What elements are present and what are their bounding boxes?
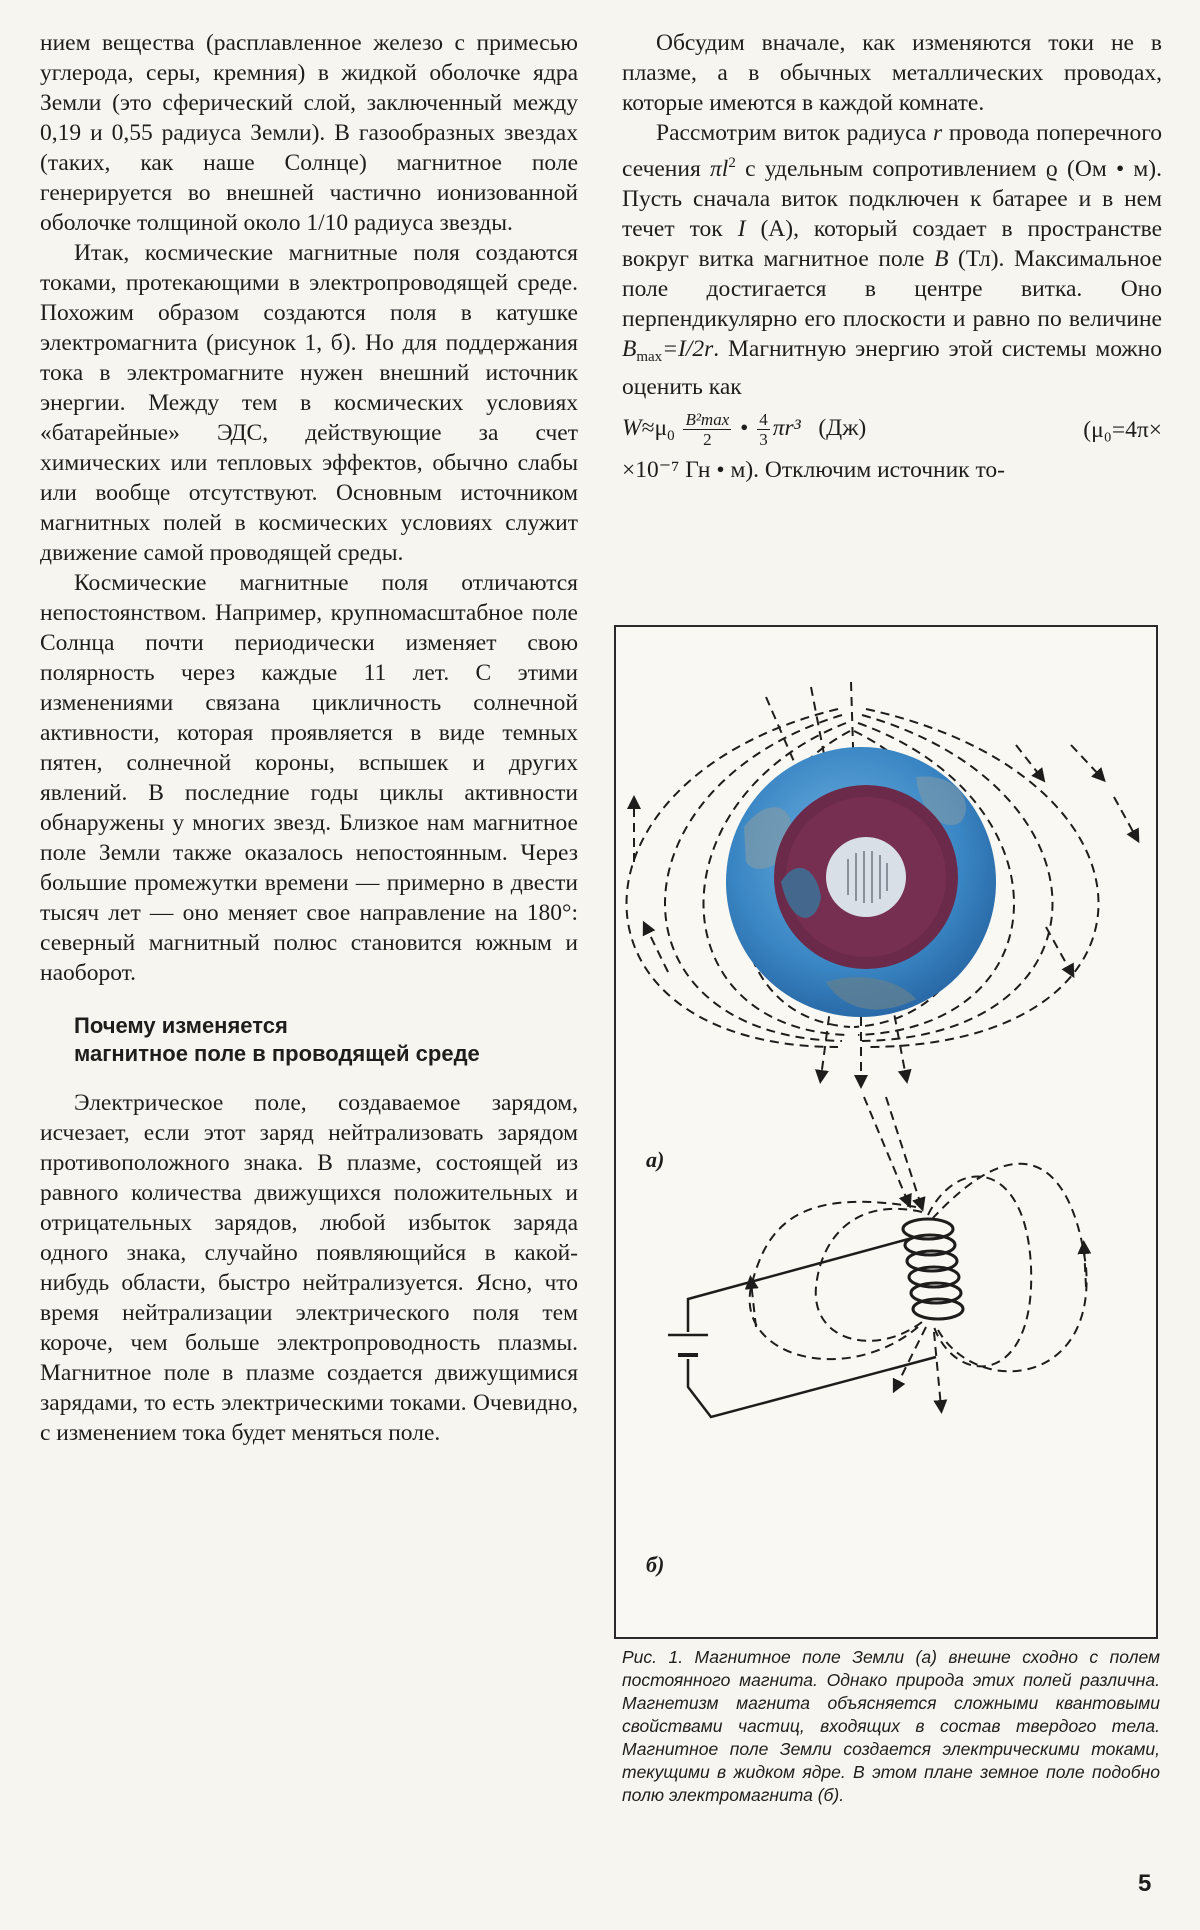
text-run: с удельным сопротивлением ϱ (Ом • м). Пусть сначала виток подключен к батарее и в нем течет ток — [622, 156, 1162, 242]
figure-label-a: а) — [646, 1147, 665, 1172]
mu0-definition: (μ₀=4π× — [1083, 417, 1162, 444]
fraction-denominator: 3 — [759, 430, 768, 449]
figure-illustration — [616, 627, 1156, 1637]
text-run: Рассмотрим виток радиуса — [656, 120, 934, 146]
figure-box — [614, 625, 1158, 1639]
symbol-pi-l: πl — [710, 156, 729, 182]
left-paragraph-2: Итак, космические магнитные поля создаются токами, протекающими в электропроводящей среде. Похожим образом создаются поля в катушке электромагнита (рисунок 1, б). Но для поддержания тока в электромагните нужен внешний источник энергии. Между тем в космических условиях «батарейные» ЭДС, действующие за счет химических или тепловых эффектов, обычно слабы или вообще отсутствуют. Основным источником магнитных полей в космических условиях служит движение самой проводящей среды. — [40, 240, 578, 566]
earth-globe — [726, 747, 996, 1017]
text-run: провода поперечного сечения — [622, 120, 1162, 182]
section-heading-line-2: магнитное поле в проводящей среде — [74, 1041, 480, 1066]
equation-bmax: =I/2r — [662, 336, 714, 362]
text-run: . Магнитную энергию этой системы можно оценить как — [622, 336, 1162, 400]
mu-subscript: 0 — [667, 427, 675, 444]
figure-label-b: б) — [646, 1552, 665, 1577]
figure-caption: Рис. 1. Магнитное поле Земли (а) внешне сходно с полем постоянного магнита. Однако природа этих полей различна. Магнетизм магнита объясняется сложными квантовыми свойствами частиц, входящих в состав твердого тела. Магнитное поле Земли создается электрическими токами, текущими в жидком ядре. В этом плане земное поле подобно полю электромагнита (б). — [622, 1647, 1160, 1805]
symbol-field: B — [934, 246, 949, 272]
symbol-bmax: B — [622, 336, 637, 362]
fraction-four-thirds — [757, 410, 770, 449]
left-paragraph-4: Электрическое поле, создаваемое зарядом, исчезает, если этот заряд нейтрализовать зарядом противоположного знака. В плазме, состоящей из равного количества движущихся положительных и отрицательных зарядов, любой избыток заряда одного знака, случайно появляющийся в какой-нибудь области, быстро нейтрализуется. Ясно, что время нейтрализации электрического поля тем короче, чем больше электропроводность плазмы. Магнитное поле в плазме создается движущимися зарядами, то есть электрическими токами. Очевидно, с изменением тока будет меняться поле. — [40, 1090, 578, 1446]
subscript-max: max — [636, 349, 663, 365]
earth-core — [826, 837, 906, 917]
fraction-numerator: B²max — [685, 410, 730, 429]
exponent: 2 — [728, 155, 736, 171]
left-paragraph-3: Космические магнитные поля отличаются непостоянством. Например, крупномасштабное поле Солнца почти периодически изменяет свою полярность через каждые 11 лет. С этими изменениями связана цикличность солнечной активности, которая проявляется в виде темных пятен, солнечной короны, вспышек и других явлений. В последние годы циклы активности обнаружены у многих звезд. Близкое нам магнитное поле Земли также оказалось непостоянным. Через большие промежутки времени — примерно в двести тысяч лет — оно меняет свое направление на 180°: северный магнитный полюс становится южным и наоборот. — [40, 570, 578, 986]
text-run: (А), который создает в пространстве вокруг витка магнитное поле — [622, 216, 1163, 272]
electromagnet-coil — [903, 1219, 963, 1319]
text-run: (Тл). Максимальное поле достигается в центре витка. Оно перпендикулярно его плоскости и равно по величине — [622, 246, 1162, 332]
formula-left — [622, 410, 866, 451]
right-paragraph-2 — [622, 118, 1162, 402]
multiply-dot: • — [740, 414, 749, 441]
fraction-denominator: 2 — [703, 430, 712, 449]
section-heading — [74, 1012, 578, 1068]
energy-unit: (Дж) — [818, 414, 867, 441]
pi-r-cubed: πr³ — [772, 414, 801, 441]
right-column — [622, 28, 1162, 485]
energy-formula — [622, 410, 1162, 451]
electromagnet-circuit — [668, 1237, 936, 1417]
right-paragraph-1: Обсудим вначале, как изменяются токи не в плазме, а в обычных металлических проводах, которые имеются в каждой комнате. — [622, 30, 1162, 116]
left-paragraph-1: нием вещества (расплавленное железо с примесью углерода, серы, кремния) в жидкой оболочке ядра Земли (это сферический слой, заключенный между 0,19 и 0,55 радиуса Земли). В газообразных звездах (таких, как наше Солнце) магнитное поле генерируется во внешней частично ионизованной оболочке толщиной около 1/10 радиуса звезды. — [40, 30, 578, 236]
fraction-numerator: 4 — [759, 410, 768, 429]
left-column — [40, 28, 578, 1448]
fraction-b-squared — [683, 410, 731, 449]
symbol-current: I — [737, 216, 746, 242]
approx-mu: ≈μ — [641, 414, 668, 441]
section-heading-line-1: Почему изменяется — [74, 1013, 288, 1038]
right-paragraph-3: ×10⁻⁷ Гн • м). Отключим источник то- — [622, 456, 1006, 483]
symbol-w: W — [622, 414, 642, 441]
symbol-r: r — [933, 120, 943, 146]
page-number: 5 — [1138, 1870, 1152, 1897]
